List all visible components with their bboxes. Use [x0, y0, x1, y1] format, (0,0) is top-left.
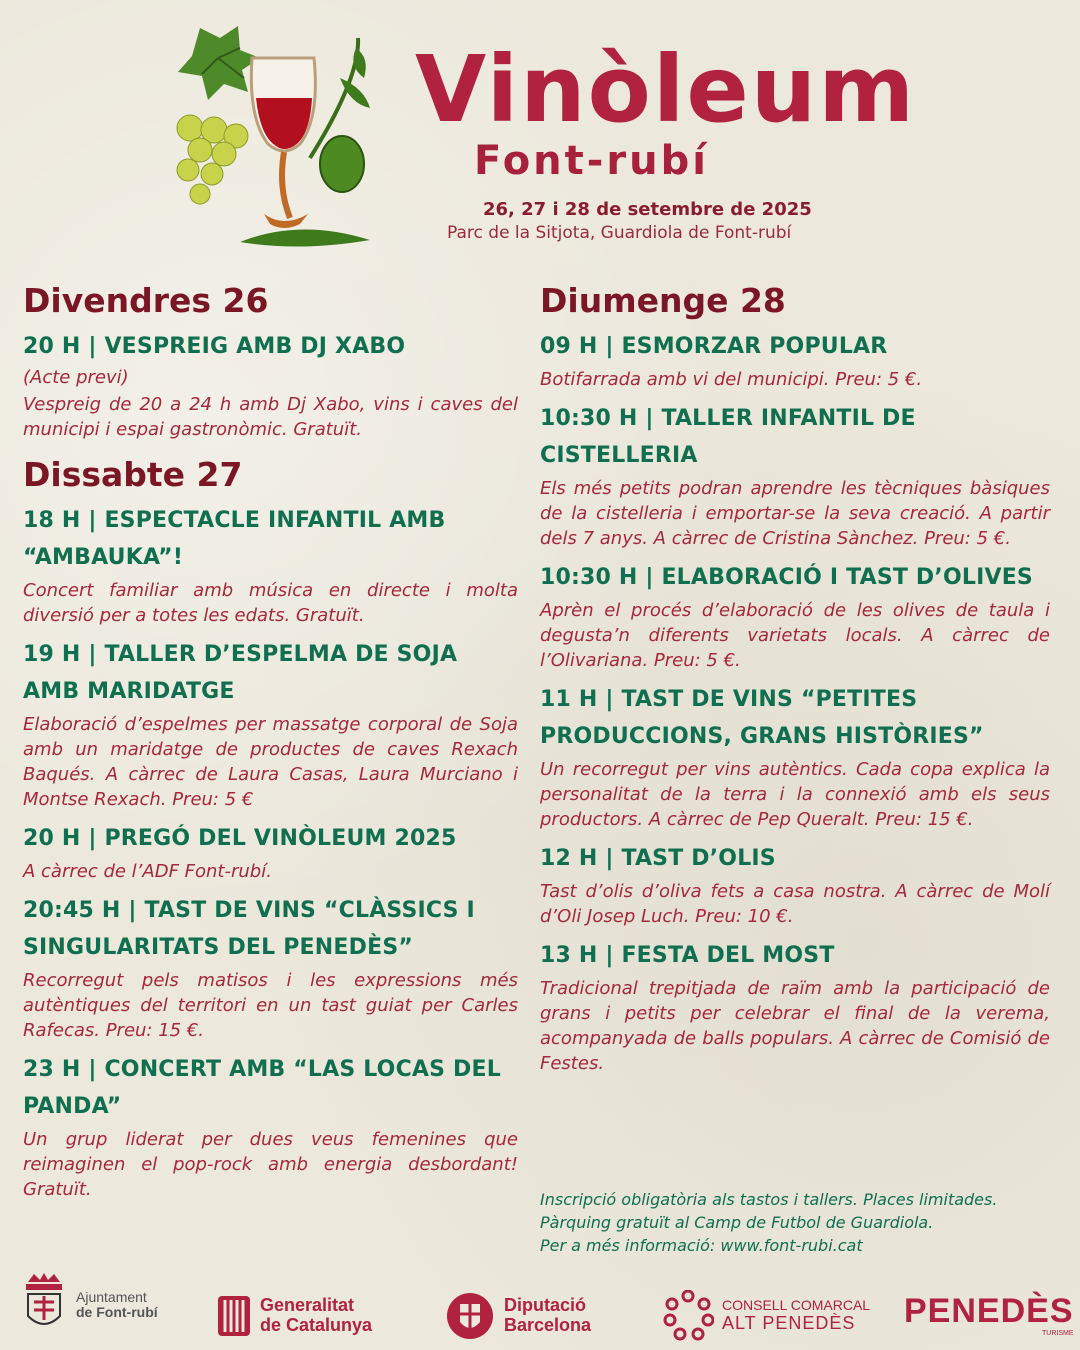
registration-note: Inscripció obligatòria als tastos i tallers. Places limitades. [540, 1190, 998, 1209]
event-item [23, 1051, 518, 1202]
sponsor-logos [0, 1268, 1080, 1350]
event-title: 09 H | ESMORZAR POPULAR [540, 333, 888, 359]
event-title: 19 H | TALLER D’ESPELMA DE SOJA AMB MARIDATGE [23, 641, 458, 704]
right-column [540, 282, 1050, 1084]
event-title: 11 H | TAST DE VINS “PETITES PRODUCCIONS, GRANS HISTÒRIES” [540, 686, 984, 749]
consell-ring-icon [662, 1290, 714, 1342]
crown-shield-icon [22, 1272, 66, 1338]
day-heading: Diumenge 28 [540, 281, 786, 320]
event-dates: 26, 27 i 28 de setembre de 2025 [483, 199, 812, 220]
event-title: 20 H | PREGÓ DEL VINÒLEUM 2025 [23, 825, 457, 851]
event-description: Un recorregut per vins autèntics. Cada copa explica la personalitat de la terra i la connexió amb els seus productors. A càrrec de Pep Queralt. Preu: 15 €. [540, 758, 1050, 830]
logo-ajuntament-line2: de Font-rubí [76, 1304, 158, 1320]
event-title: 20 H | VESPREIG AMB DJ XABO [23, 333, 406, 359]
event-item [23, 328, 518, 442]
senyera-icon [216, 1294, 252, 1338]
logo-generalitat [216, 1294, 372, 1338]
event-title: Vinòleum [415, 36, 917, 143]
event-item [23, 820, 518, 884]
logo-generalitat-line1: Generalitat [260, 1295, 355, 1316]
event-title: 20:45 H | TAST DE VINS “CLÀSSICS I SINGULARITATS DEL PENEDÈS” [23, 897, 475, 960]
left-column [23, 282, 518, 1210]
day-heading: Dissabte 27 [23, 454, 243, 494]
event-note: (Acte previ) [23, 366, 129, 388]
footer-notes [540, 1188, 1050, 1257]
event-item [540, 559, 1050, 673]
logo-diputacio-line1: Diputació [504, 1295, 587, 1316]
poster-header [0, 0, 1080, 260]
event-description: Tradicional trepitjada de raïm amb la participació de grans i petits per celebrar el final de la verema, acompanyada de balls populars. A càrrec de Comisió de Festes. [540, 977, 1050, 1074]
event-title: 18 H | ESPECTACLE INFANTIL AMB “AMBAUKA”! [23, 507, 446, 570]
event-item [540, 937, 1050, 1076]
event-item [540, 681, 1050, 832]
event-description: Concert familiar amb música en directe i molta diversió per a totes les edats. Gratuït. [23, 579, 518, 626]
logo-consell-line2: ALT PENEDÈS [722, 1312, 856, 1333]
event-description: Els més petits podran aprendre les tècniques bàsiques de la cistelleria i emportar-se la seva creació. A partir dels 7 anys. A càrrec de Cristina Sànchez. Preu: 5 €. [540, 477, 1050, 549]
event-title: 10:30 H | ELABORACIÓ I TAST D’OLIVES [540, 564, 1033, 590]
event-title: 12 H | TAST D’OLIS [540, 845, 776, 871]
logo-diputacio-line2: Barcelona [504, 1315, 592, 1335]
logo-ajuntament-line1: Ajuntament [76, 1288, 147, 1305]
event-place: Parc de la Sitjota, Guardiola de Font-rubí [447, 223, 792, 243]
event-description: Elaboració d’espelmes per massatge corporal de Soja amb un maridatge de productes de caves Rexach Baqués. A càrrec de Laura Casas, Laura Murciano i Montse Rexach. Preu: 5 € [23, 713, 518, 810]
wine-glass-grapes-olive-icon [160, 18, 400, 258]
event-description: A càrrec de l’ADF Font-rubí. [23, 860, 272, 882]
info-link[interactable]: Per a més informació: www.font-rubi.cat [540, 1236, 863, 1255]
logo-diputacio [446, 1292, 591, 1340]
day-heading: Divendres 26 [23, 281, 269, 320]
event-item [540, 328, 1050, 392]
event-description: Aprèn el procés d’elaboració de les olives de taula i degusta’n diferents varietats locals. A càrrec de l’Olivariana. Preu: 5 €. [540, 599, 1050, 671]
event-item [23, 636, 518, 812]
event-description: Recorregut pels matisos i les expressions més autèntiques del territori en un tast guiat per Carles Rafecas. Preu: 15 €. [23, 969, 518, 1041]
event-description: Un grup liderat per dues veus femenines que reimaginen el pop-rock amb energia desbordant! Gratuït. [23, 1128, 518, 1200]
event-item [540, 400, 1050, 551]
event-item [23, 502, 518, 628]
logo-penedes-line1: PENEDÈS [904, 1292, 1074, 1330]
logo-generalitat-line2: de Catalunya [260, 1315, 373, 1335]
parking-note: Pàrquing gratuït al Camp de Futbol de Guardiola. [540, 1213, 934, 1232]
logo-consell-line1: CONSELL COMARCAL [722, 1297, 871, 1314]
event-item [23, 892, 518, 1043]
event-item [540, 840, 1050, 929]
event-title: 23 H | CONCERT AMB “LAS LOCAS DEL PANDA” [23, 1056, 501, 1119]
event-description: Vespreig de 20 a 24 h amb Dj Xabo, vins i caves del municipi i espai gastronòmic. Gratuït. [23, 393, 518, 440]
event-title: 13 H | FESTA DEL MOST [540, 942, 835, 968]
logo-ajuntament [22, 1272, 158, 1338]
logo-penedes [904, 1294, 1074, 1338]
diputacio-shield-icon [446, 1292, 494, 1340]
event-title: 10:30 H | TALLER INFANTIL DE CISTELLERIA [540, 405, 916, 468]
logo-penedes-line2: TURISME [1042, 1330, 1074, 1337]
event-description: Tast d’olis d’oliva fets a casa nostra. A càrrec de Molí d’Oli Josep Luch. Preu: 10 €. [540, 880, 1050, 927]
event-description: Botifarrada amb vi del municipi. Preu: 5 €. [540, 368, 923, 390]
logo-consell [662, 1290, 870, 1342]
event-town: Font-rubí [474, 138, 709, 184]
